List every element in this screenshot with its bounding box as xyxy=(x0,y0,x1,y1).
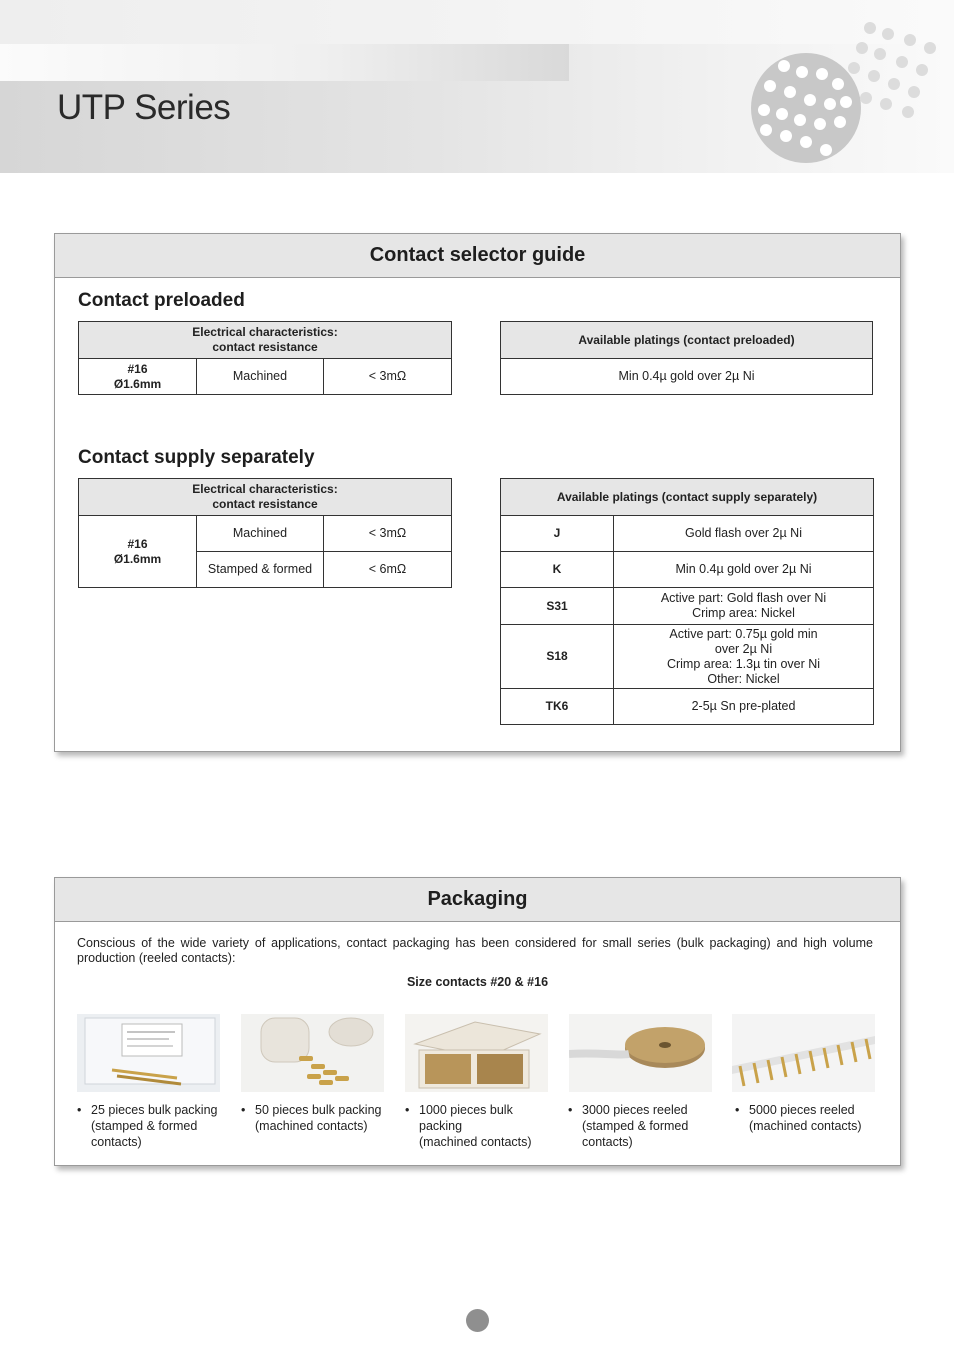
separate-type-cell: Machined xyxy=(197,516,324,552)
plating-desc-cell: 2-5µ Sn pre-plated xyxy=(614,689,874,725)
separate-platings-header: Available platings (contact supply separately) xyxy=(501,479,874,516)
separate-type-cell: Stamped & formed xyxy=(197,552,324,588)
dots-logo-graphic xyxy=(740,14,950,169)
preloaded-platings-table xyxy=(500,321,873,395)
separate-elec-header: Electrical characteristics: contact resistance xyxy=(79,479,452,516)
separate-subtitle: Contact supply separately xyxy=(78,447,315,468)
plating-desc-cell: Min 0.4µ gold over 2µ Ni xyxy=(614,552,874,588)
preloaded-size-cell: #16 Ø1.6mm xyxy=(79,359,197,395)
selector-guide-heading: Contact selector guide xyxy=(55,234,900,278)
strip-photo xyxy=(732,1014,875,1092)
page-number-dot xyxy=(466,1309,489,1332)
separate-size-cell: #16 Ø1.6mm xyxy=(79,516,197,588)
packaging-caption: • 5000 pieces reeled (machined contacts) xyxy=(735,1103,862,1133)
plating-desc-cell: Gold flash over 2µ Ni xyxy=(614,516,874,552)
packaging-panel xyxy=(54,877,901,1166)
preloaded-elec-table xyxy=(78,321,452,395)
tube-photo xyxy=(241,1014,384,1092)
plating-code-cell: TK6 xyxy=(501,689,614,725)
separate-elec-table xyxy=(78,478,452,588)
packaging-caption: • 1000 pieces bulk packing (machined contacts) xyxy=(405,1103,532,1149)
box-photo xyxy=(405,1014,548,1092)
reel-photo xyxy=(569,1014,712,1092)
plating-code-cell: S18 xyxy=(501,625,614,689)
plating-code-cell: J xyxy=(501,516,614,552)
plating-desc-cell: Active part: 0.75µ gold min over 2µ Ni Crimp area: 1.3µ tin over Ni Other: Nickel xyxy=(614,625,874,689)
separate-resistance-cell: < 6mΩ xyxy=(324,552,452,588)
page-title: UTP Series xyxy=(57,88,231,127)
preloaded-elec-header: Electrical characteristics: contact resistance xyxy=(79,322,452,359)
separate-platings-table xyxy=(500,478,874,725)
packaging-caption: • 3000 pieces reeled (stamped & formed contacts) xyxy=(568,1103,689,1149)
size-contacts-label: Size contacts #20 & #16 xyxy=(406,975,549,989)
packaging-heading: Packaging xyxy=(55,878,900,922)
packaging-caption: • 25 pieces bulk packing (stamped & formed contacts) xyxy=(77,1103,218,1149)
preloaded-platings-header: Available platings (contact preloaded) xyxy=(501,322,873,359)
plating-code-cell: K xyxy=(501,552,614,588)
plating-code-cell: S31 xyxy=(501,588,614,625)
preloaded-plating-cell: Min 0.4µ gold over 2µ Ni xyxy=(501,359,873,395)
plating-desc-cell: Active part: Gold flash over Ni Crimp area: Nickel xyxy=(614,588,874,625)
preloaded-subtitle: Contact preloaded xyxy=(78,290,245,311)
selector-guide-panel xyxy=(54,233,901,752)
preloaded-type-cell: Machined xyxy=(197,359,324,395)
header-stripe xyxy=(0,44,569,81)
bulk-bag-photo xyxy=(77,1014,220,1092)
packaging-caption: • 50 pieces bulk packing (machined contacts) xyxy=(241,1103,382,1133)
preloaded-resistance-cell: < 3mΩ xyxy=(324,359,452,395)
packaging-intro: Conscious of the wide variety of applications, contact packaging has been considered for small series (bulk packaging) and high volume production (reeled contacts): xyxy=(77,936,873,965)
separate-resistance-cell: < 3mΩ xyxy=(324,516,452,552)
